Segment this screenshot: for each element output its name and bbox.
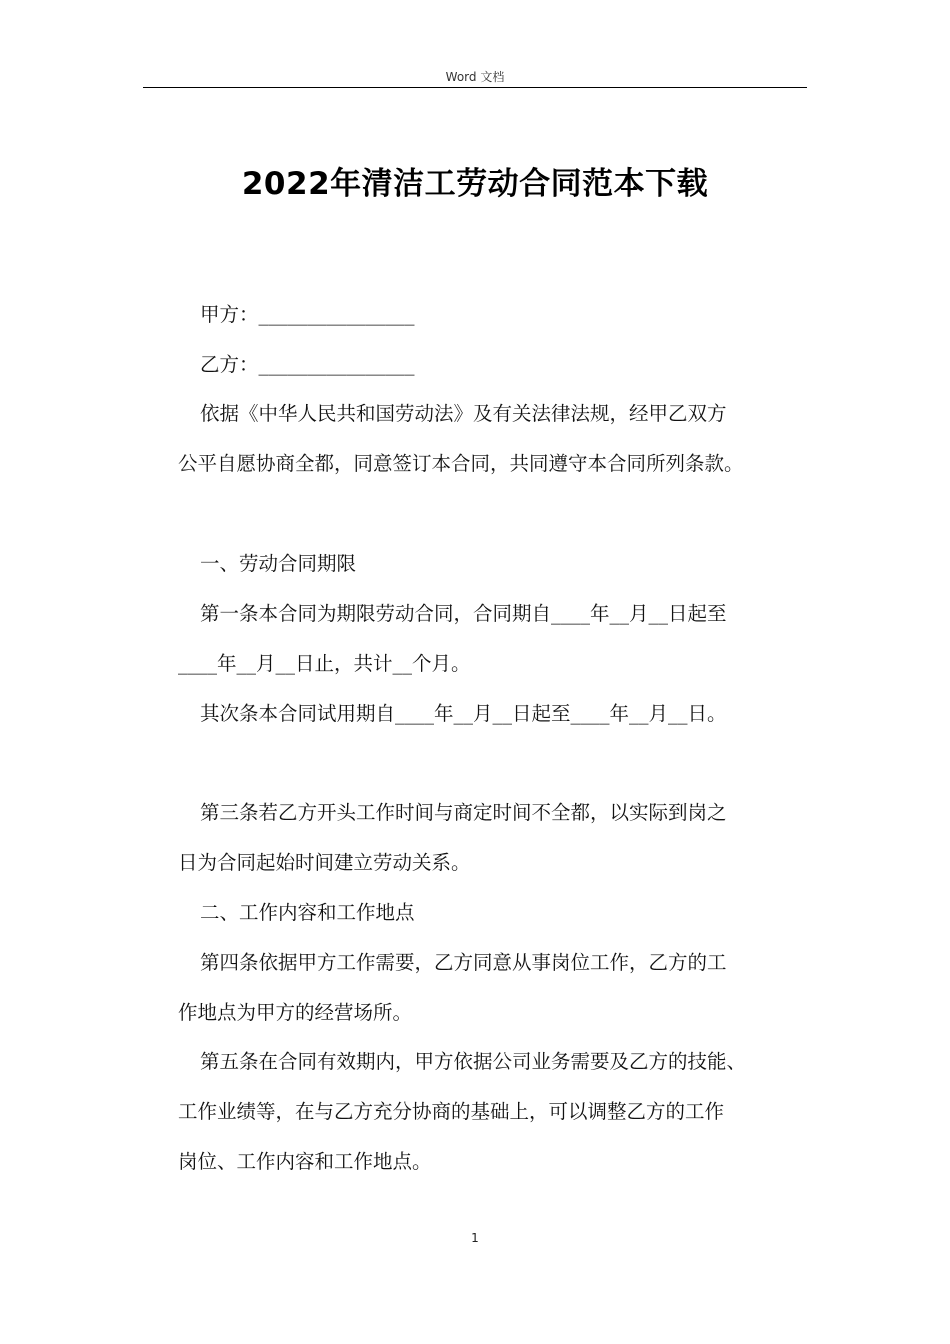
- section-heading-2: 二、工作内容和工作地点: [200, 901, 415, 924]
- article-4-line-1: 第四条依据甲方工作需要，乙方同意从事岗位工作，乙方的工: [200, 951, 727, 974]
- article-5-line-1: 第五条在合同有效期内，甲方依据公司业务需要及乙方的技能、: [200, 1050, 747, 1073]
- document-title: 2022年清洁工劳动合同范本下载: [241, 166, 709, 202]
- article-5-line-3: 岗位、工作内容和工作地点。: [178, 1150, 432, 1173]
- header-divider: [143, 87, 807, 88]
- preamble-line-1: 依据《中华人民共和国劳动法》及有关法律法规，经甲乙双方: [200, 402, 727, 425]
- section-heading-1: 一、劳动合同期限: [200, 552, 357, 575]
- article-1-line-1: 第一条本合同为期限劳动合同，合同期自____年__月__日起至: [200, 602, 727, 625]
- page-header-label: Word 文档: [445, 70, 505, 84]
- article-5-line-2: 工作业绩等，在与乙方充分协商的基础上，可以调整乙方的工作: [178, 1100, 725, 1123]
- preamble-line-2: 公平自愿协商全都，同意签订本合同，共同遵守本合同所列条款。: [178, 452, 744, 475]
- article-3-line-1: 第三条若乙方开头工作时间与商定时间不全都，以实际到岗之: [200, 801, 727, 824]
- party-a-line: 甲方：________________: [200, 303, 415, 326]
- page-number: 1: [471, 1231, 479, 1245]
- article-3-line-2: 日为合同起始时间建立劳动关系。: [178, 851, 471, 874]
- article-1-line-2: ____年__月__日止，共计__个月。: [178, 652, 471, 675]
- party-b-line: 乙方：________________: [200, 353, 415, 376]
- article-2-line-1: 其次条本合同试用期自____年__月__日起至____年__月__日。: [200, 702, 727, 725]
- article-4-line-2: 作地点为甲方的经营场所。: [178, 1001, 413, 1024]
